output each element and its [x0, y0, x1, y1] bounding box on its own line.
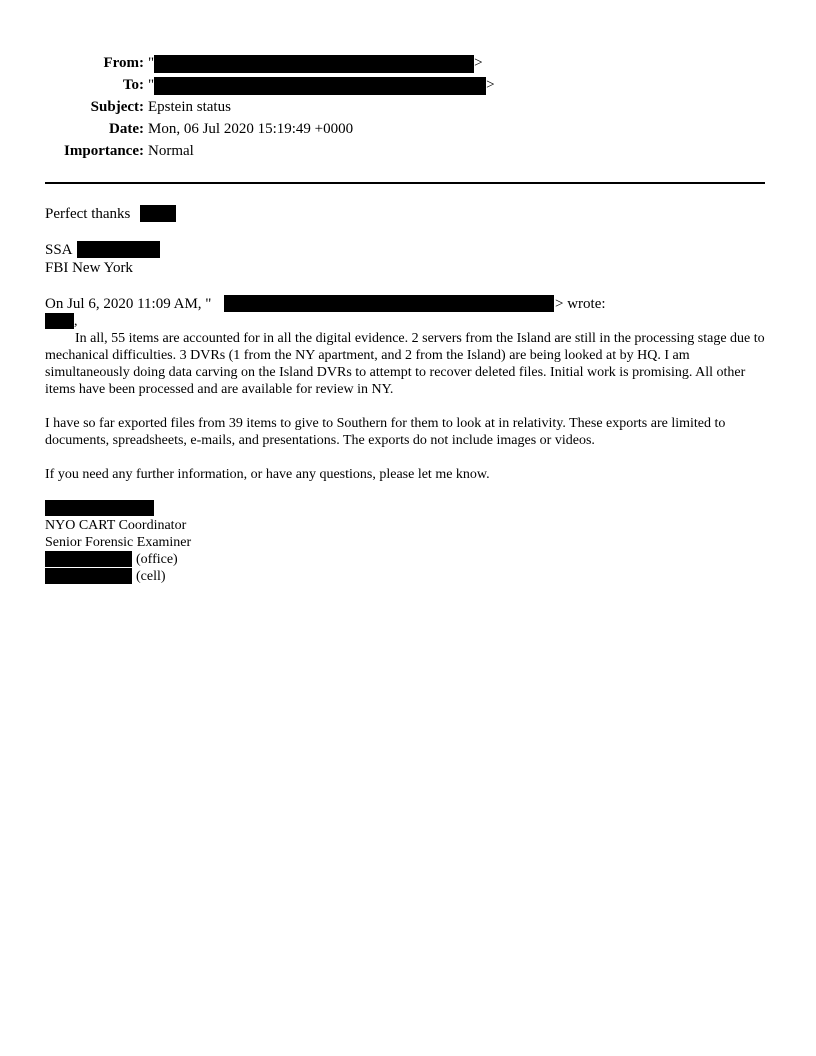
importance-label: Importance: — [64, 143, 144, 159]
redaction-salutation-name — [45, 313, 74, 329]
subject-value: Epstein status — [148, 99, 231, 115]
to-value — [148, 74, 495, 96]
from-open-quote: " — [148, 55, 155, 71]
redaction-cell-phone — [45, 568, 132, 584]
date-value: Mon, 06 Jul 2020 15:19:49 +0000 — [148, 121, 354, 137]
date-label: Date: — [109, 121, 144, 137]
subject-label: Subject: — [90, 99, 144, 115]
phone-office-label: (office) — [136, 552, 178, 567]
importance-value: Normal — [148, 143, 194, 159]
to-label: To: — [122, 77, 144, 93]
redaction-sender-name — [77, 241, 160, 258]
reply-office: FBI New York — [45, 260, 133, 276]
redaction-from-address — [154, 55, 474, 73]
signature-line-1: NYO CART Coordinator — [45, 518, 187, 533]
quote-intro-end: > wrote: — [555, 296, 606, 312]
quote-intro — [45, 295, 211, 313]
signature-line-2: Senior Forensic Examiner — [45, 535, 192, 550]
reply-title: SSA — [45, 242, 73, 258]
redaction-recipient-name — [140, 205, 176, 222]
redaction-office-phone — [45, 551, 132, 567]
quote-paragraph-2: I have so far exported files from 39 items to give to Southern for them to look at in relativity. These exports are limited to documents, spreadsheets, e-mails, and presentations. The exports do not include images or videos. — [45, 416, 726, 448]
quote-paragraph-1: In all, 55 items are accounted for in all the digital evidence. 2 servers from the Island are still in the processing stage due to mechanical difficulties. 3 DVRs (1 from the NY apartment, and 2 from the Island) are being looked at by HQ. I am simultaneously doing data carving on the Island DVRs to attempt to recover deleted files. Initial work is promising. All other items have been processed and are available for review in NY. — [45, 331, 765, 397]
phone-cell-label: (cell) — [136, 569, 166, 584]
reply-greeting-text: Perfect thanks — [45, 206, 131, 222]
redaction-signature-name — [45, 500, 154, 516]
reply-greeting — [45, 205, 130, 223]
from-value — [148, 52, 483, 74]
from-close-bracket: > — [474, 55, 483, 71]
quote-paragraph-3: If you need any further information, or have any questions, please let me know. — [45, 467, 490, 482]
header-divider — [45, 182, 765, 184]
salutation-comma: , — [74, 314, 78, 329]
quote-intro-start: On Jul 6, 2020 11:09 AM, " — [45, 296, 212, 312]
from-label: From: — [103, 55, 144, 71]
redaction-to-address — [154, 77, 486, 95]
to-open-quote: " — [148, 77, 155, 93]
to-close-bracket: > — [486, 77, 495, 93]
redaction-quoted-sender — [224, 295, 554, 312]
